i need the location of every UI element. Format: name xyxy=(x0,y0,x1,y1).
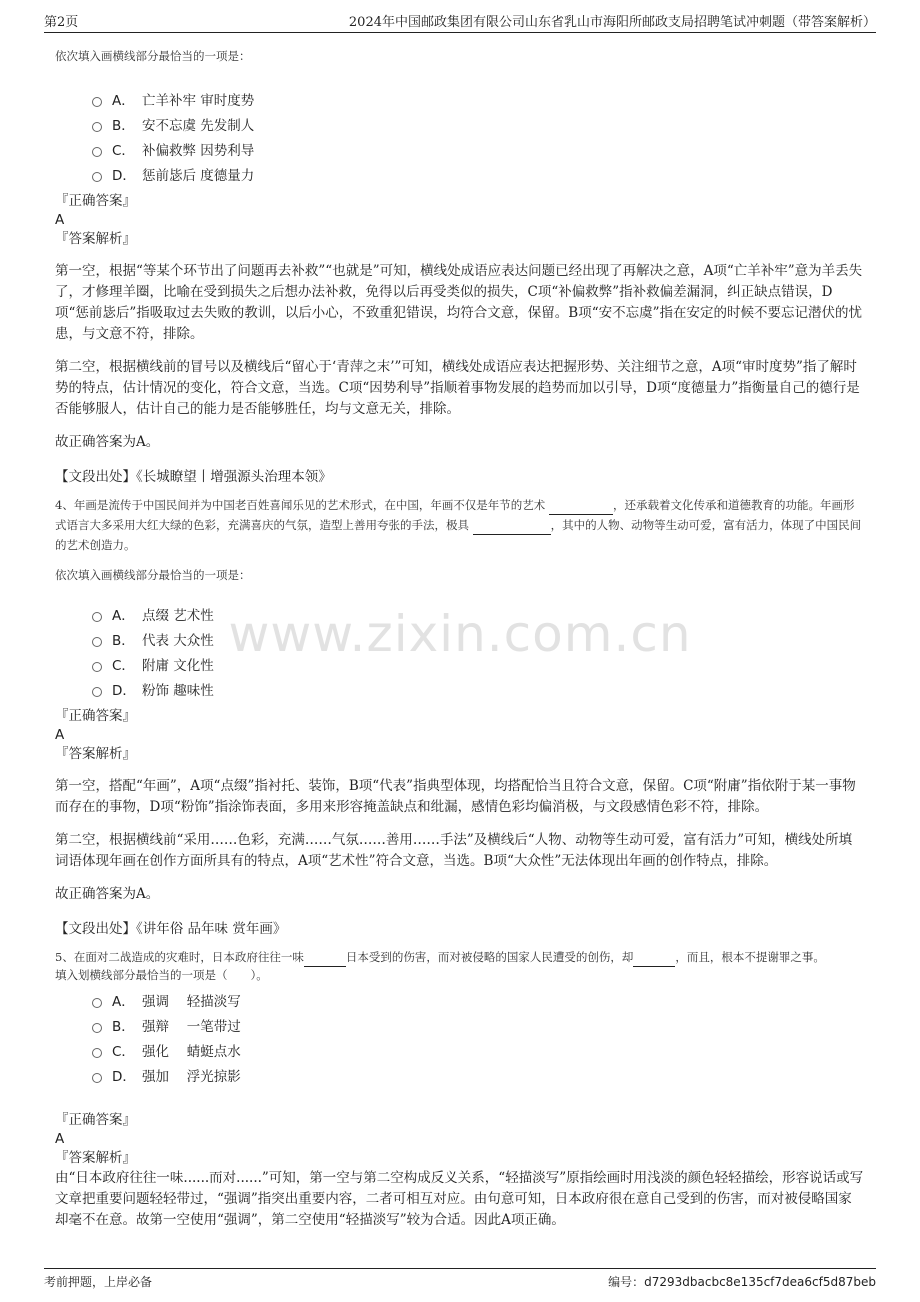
q4-analysis-label: 『答案解析』 xyxy=(55,746,136,762)
q3-source: 【文段出处】《长城瞭望丨增强源头治理本领》 xyxy=(55,469,332,485)
document-title: 2024年中国邮政集团有限公司山东省乳山市海阳所邮政支局招聘笔试冲刺题（带答案解析） xyxy=(348,15,876,30)
q4-conclusion: 故正确答案为A。 xyxy=(55,886,160,902)
q5-prompt: 填入划横线部分最恰当的一项是（ ）。 xyxy=(55,968,268,982)
watermark: www.zixin.com.cn xyxy=(228,605,692,663)
page-content xyxy=(55,40,865,1231)
footer-slogan: 考前押题，上岸必备 xyxy=(44,1275,153,1289)
q5-answer-label: 『正确答案』 xyxy=(55,1112,136,1128)
page-number: 第2页 xyxy=(44,15,79,30)
q4-stem: 4、年画是流传于中国民间并为中国老百姓喜闻乐见的艺术形式，在中国，年画不仅是年节的艺术 ，还承载着文化传承和道德教育的功能。年画形式语言大多采用大红大绿的色彩，充满喜庆的气氛，造型上善用夸张的手法，极具 ，其中的人物、动物等生动可爱，富有活力，体现了中国民间的艺术创造力。 xyxy=(55,498,862,552)
radio-icon[interactable] xyxy=(92,1073,102,1083)
q5-analysis-label: 『答案解析』 xyxy=(55,1150,136,1166)
q3-conclusion: 故正确答案为A。 xyxy=(55,434,160,450)
radio-icon[interactable] xyxy=(92,998,102,1008)
radio-icon[interactable] xyxy=(92,172,102,182)
radio-icon[interactable] xyxy=(92,122,102,132)
q4-option-c[interactable]: C． 附庸 文化性 xyxy=(55,651,865,676)
q5-option-d[interactable]: D． 强加 浮光掠影 xyxy=(55,1062,865,1087)
radio-icon[interactable] xyxy=(92,1023,102,1033)
q5-option-b[interactable]: B． 强辩 一笔带过 xyxy=(55,1012,865,1037)
q5-analysis-p1: 由“日本政府往往一味......而对......”可知，第一空与第二空构成反义关系，“轻描淡写”原指绘画时用浅淡的颜色轻轻描绘，形容说话或写文章把重要问题轻轻带过，“强调”指突出重要内容，二者可相互对应。由句意可知，日本政府很在意自己受到的伤害，而对被侵略国家却毫不在意。故第一空使用“强调”，第二空使用“轻描淡写”较为合适。因此A项正确。 xyxy=(55,1170,864,1228)
fill-blank xyxy=(549,502,613,515)
q4-answer: A xyxy=(55,727,65,743)
radio-icon[interactable] xyxy=(92,147,102,157)
q3-analysis-p1: 第一空，根据“等某个环节出了问题再去补救”“也就是”可知，横线处成语应表达问题已经出现了再解决之意，A项“亡羊补牢”意为羊丢失了，才修理羊圈，比喻在受到损失之后想办法补救，免得以后再受类似的损失，C项“补偏救弊”指补救偏差漏洞，纠正缺点错误，D项“惩前毖后”指吸取过去失败的教训，以后小心，不致重犯错误，均符合文意，保留。B项“安不忘虞”指在安定的时候不要忘记潜伏的忧患，与文意不符，排除。 xyxy=(55,263,863,342)
q4-options xyxy=(55,601,865,701)
q4-analysis-p1: 第一空，搭配“年画”，A项“点缀”指衬托、装饰，B项“代表”指典型体现，均搭配恰当且符合文意，保留。C项“附庸”指依附于某一事物而存在的事物，D项“粉饰”指涂饰表面，多用来形容掩盖缺点和纰漏，感情色彩均偏消极，与文段感情色彩不符，排除。 xyxy=(55,778,856,815)
fill-blank xyxy=(473,522,551,535)
q4-answer-label: 『正确答案』 xyxy=(55,708,136,724)
radio-icon[interactable] xyxy=(92,612,102,622)
q4-analysis-p2: 第二空，根据横线前“采用……色彩，充满……气氛……善用……手法”及横线后“人物、动物等生动可爱，富有活力”可知，横线处所填词语体现年画在创作方面所具有的特点，A项“艺术性”符合文意，当选。B项“大众性”无法体现出年画的创作特点，排除。 xyxy=(55,832,853,869)
q3-option-a[interactable]: A． 亡羊补牢 审时度势 xyxy=(55,86,865,111)
q3-options xyxy=(55,86,865,186)
q5-options xyxy=(55,987,865,1087)
q5-option-c[interactable]: C． 强化 蜻蜓点水 xyxy=(55,1037,865,1062)
q5-option-a[interactable]: A． 强调 轻描淡写 xyxy=(55,987,865,1012)
q4-option-b[interactable]: B． 代表 大众性 xyxy=(55,626,865,651)
fill-blank xyxy=(633,954,675,967)
q3-option-d[interactable]: D． 惩前毖后 度德量力 xyxy=(55,161,865,186)
fill-blank xyxy=(304,954,346,967)
q4-option-a[interactable]: A． 点缀 艺术性 xyxy=(55,601,865,626)
q5-answer: A xyxy=(55,1131,65,1147)
radio-icon[interactable] xyxy=(92,637,102,647)
q3-analysis-p2: 第二空，根据横线前的冒号以及横线后“留心于‘青萍之末’”可知，横线处成语应表达把握形势、关注细节之意，A项“审时度势”指了解时势的特点，估计情况的变化，符合文意，当选。C项“因势利导”指顺着事物发展的趋势而加以引导，D项“度德量力”指衡量自己的德行是否能够服人，估计自己的能力是否能够胜任，均与文意无关，排除。 xyxy=(55,359,860,417)
radio-icon[interactable] xyxy=(92,97,102,107)
q3-prompt: 依次填入画横线部分最恰当的一项是： xyxy=(55,49,251,63)
document-code: 编号：d7293dbacbc8e135cf7dea6cf5d87beb xyxy=(608,1275,876,1289)
q3-answer: A xyxy=(55,212,65,228)
radio-icon[interactable] xyxy=(92,687,102,697)
q3-analysis-label: 『答案解析』 xyxy=(55,231,136,247)
radio-icon[interactable] xyxy=(92,1048,102,1058)
q5-stem: 5、在面对二战造成的灾难时，日本政府往往一味 日本受到的伤害，而对被侵略的国家人民遭受的创伤，却 ，而且，根本不提谢罪之事。 xyxy=(55,947,865,967)
q4-source: 【文段出处】《讲年俗 品年味 赏年画》 xyxy=(55,921,287,937)
page-header xyxy=(44,8,876,33)
q3-answer-label: 『正确答案』 xyxy=(55,193,136,209)
q4-prompt: 依次填入画横线部分最恰当的一项是： xyxy=(55,568,251,582)
page-footer xyxy=(44,1268,876,1290)
q3-option-c[interactable]: C． 补偏救弊 因势利导 xyxy=(55,136,865,161)
q3-option-b[interactable]: B． 安不忘虞 先发制人 xyxy=(55,111,865,136)
q4-option-d[interactable]: D． 粉饰 趣味性 xyxy=(55,676,865,701)
radio-icon[interactable] xyxy=(92,662,102,672)
